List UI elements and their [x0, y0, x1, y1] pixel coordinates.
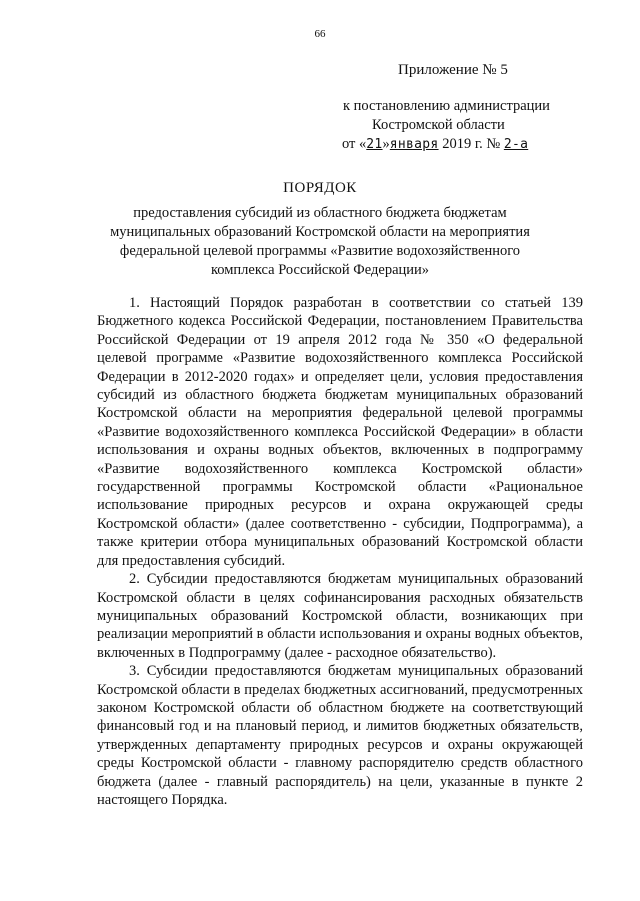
document-body [97, 294, 583, 809]
date-prefix: от « [342, 136, 367, 152]
annex-region-line: Костромской области [372, 117, 505, 133]
paragraph-3: 3. Субсидии предоставляются бюджетам муниципальных образований Костромской области в пределах бюджетных ассигнований, предусмотренных законом Костромской области об областном бюджете на соответствующий финансовый год и на плановый период, и лимитов бюджетных обязательств, утвержденных департаменту природных ресурсов и охраны окружающей среды Костромской области - главному распорядителю средств областного бюджета (далее - главный распорядитель) на цели, указанные в пункте 2 настоящего Порядка. [97, 663, 583, 808]
annex-title: Приложение № 5 [398, 62, 508, 78]
paragraph-2: 2. Субсидии предоставляются бюджетам муниципальных образований Костромской области в целях софинансирования расходных обязательств муниципальных образований Костромской области, возникающих при реализации мероприятий в области использования и охраны водных объектов, включенных в Подпрограмму (далее - расходное обязательство). [97, 571, 583, 661]
date-mid: » [382, 136, 390, 152]
annex-date-line [342, 136, 528, 153]
date-day: 21 [366, 137, 383, 152]
page-number: 66 [314, 28, 326, 40]
date-month: января [389, 137, 439, 152]
document-title: ПОРЯДОК [283, 180, 357, 196]
document-subtitle: предоставления субсидий из областного бюджета бюджетам муниципальных образований Костромской области на мероприятия федеральной целевой программы «Развитие водохозяйственного комплекса Российской Федерации» [110, 205, 530, 278]
paragraph-1: 1. Настоящий Порядок разработан в соответствии со статьей 139 Бюджетного кодекса Российской Федерации, постановлением Правительства Российской Федерации от 19 апреля 2012 года № 350 «О федеральной целевой программе «Развитие водохозяйственного комплекса Российской Федерации в 2012-2020 годах» и определяет цели, условия предоставления субсидий из областного бюджета бюджетам муниципальных образований Костромской области на мероприятия федеральной целевой программы «Развитие водохозяйственного комплекса Российской Федерации» в области использования и охраны водных объектов, включенных в подпрограмму «Развитие водохозяйственного комплекса Костромской области» государственной программы Костромской области «Рациональное использование природных ресурсов и охрана окружающей среды Костромской области» (далее соответственно - субсидии, Подпрограмма), а также критерии отбора муниципальных образований Костромской области для предоставления субсидий. [97, 295, 583, 569]
decree-number: 2-а [503, 137, 529, 152]
annex-decree-line: к постановлению администрации [343, 98, 550, 114]
date-year: 2019 г. № [442, 136, 501, 152]
